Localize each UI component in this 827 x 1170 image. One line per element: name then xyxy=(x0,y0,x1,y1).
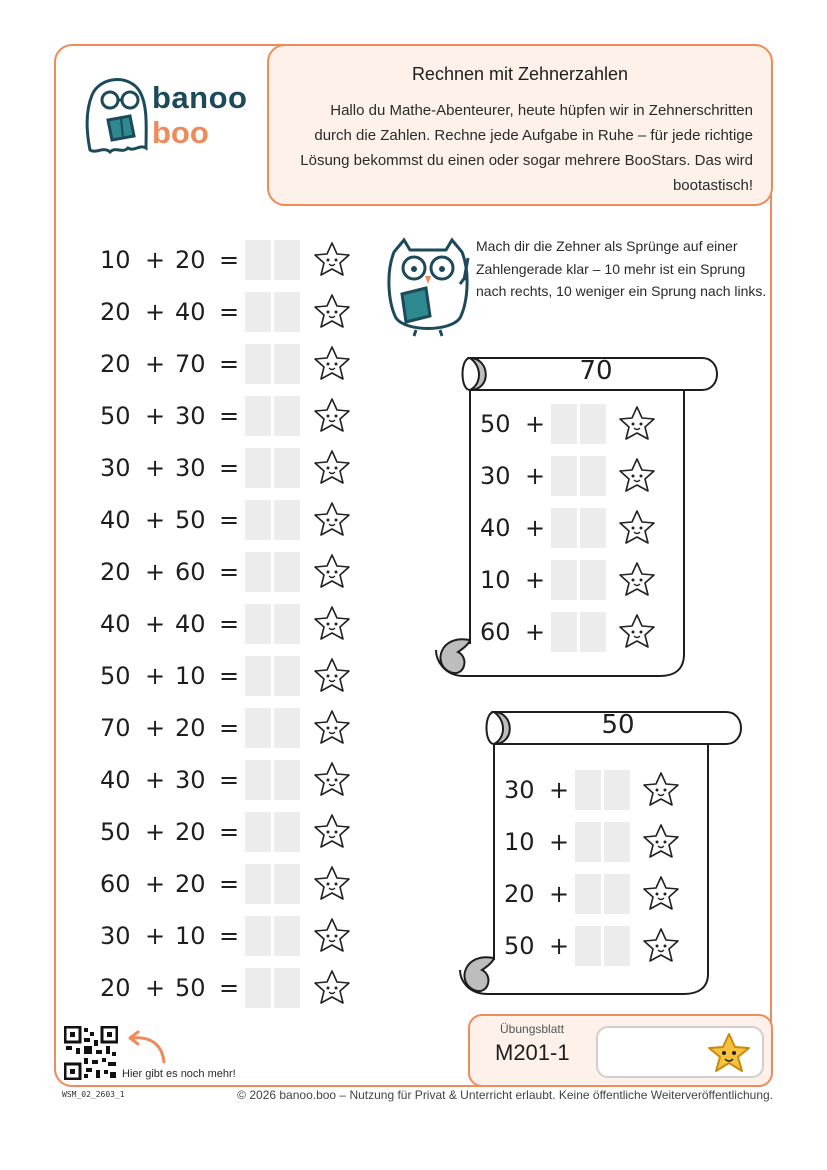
scroll-equation-row xyxy=(504,770,694,810)
equation-row xyxy=(100,344,360,384)
answer-digit-box[interactable] xyxy=(274,500,300,540)
equals-sign: = xyxy=(219,610,240,638)
equals-sign: = xyxy=(219,558,240,586)
operator-plus: + xyxy=(145,922,166,950)
addend-b: 20 xyxy=(175,714,206,742)
answer-digit-box[interactable] xyxy=(604,770,630,810)
equals-sign: = xyxy=(219,506,240,534)
answer-digit-box[interactable] xyxy=(580,508,606,548)
operator-plus: + xyxy=(145,818,166,846)
answer-digit-box[interactable] xyxy=(245,500,271,540)
operator-plus: + xyxy=(145,974,166,1002)
curved-arrow-icon xyxy=(124,1030,168,1068)
equation-row xyxy=(100,240,360,280)
operator-plus: + xyxy=(549,932,570,960)
addend-a: 20 xyxy=(100,558,131,586)
star-rating-icon[interactable] xyxy=(313,241,351,279)
equation-row xyxy=(100,864,360,904)
answer-digit-box[interactable] xyxy=(551,508,577,548)
addend-a: 30 xyxy=(100,922,131,950)
equals-sign: = xyxy=(219,402,240,430)
star-rating-icon[interactable] xyxy=(313,345,351,383)
addend-a: 40 xyxy=(100,506,131,534)
sheet-id: M201-1 xyxy=(495,1040,570,1065)
operator-plus: + xyxy=(525,462,546,490)
addend-b: 50 xyxy=(175,974,206,1002)
result-field[interactable] xyxy=(596,1026,764,1078)
equals-sign: = xyxy=(219,974,240,1002)
operator-plus: + xyxy=(549,880,570,908)
star-rating-icon[interactable] xyxy=(642,875,680,913)
gold-star-icon xyxy=(706,1032,752,1074)
addend-a: 20 xyxy=(100,298,131,326)
equals-sign: = xyxy=(219,246,240,274)
addend-a: 60 xyxy=(480,618,511,646)
logo-word-banoo: banoo xyxy=(152,80,248,115)
hint-text: Mach dir die Zehner als Sprünge auf einer Zahlengerade klar – 10 mehr ist ein Sprung nach rechts, 10 weniger ein Sprung nach links. xyxy=(476,238,767,299)
operator-plus: + xyxy=(145,246,166,274)
addend-a: 50 xyxy=(100,402,131,430)
addend-b: 70 xyxy=(175,350,206,378)
answer-digit-box[interactable] xyxy=(274,708,300,748)
answer-digit-box[interactable] xyxy=(575,770,601,810)
scroll-equation-row xyxy=(480,612,670,652)
equals-sign: = xyxy=(219,662,240,690)
answer-digit-box[interactable] xyxy=(274,552,300,592)
answer-digit-box[interactable] xyxy=(245,708,271,748)
answer-digit-box[interactable] xyxy=(274,292,300,332)
qr-caption: Hier gibt es noch mehr! xyxy=(122,1068,236,1080)
star-rating-icon[interactable] xyxy=(313,917,351,955)
equals-sign: = xyxy=(219,922,240,950)
header-panel xyxy=(267,44,773,206)
qr-code-icon[interactable] xyxy=(64,1026,118,1080)
equation-row xyxy=(100,604,360,644)
logo-word-boo: boo xyxy=(152,115,209,150)
answer-digit-box[interactable] xyxy=(245,656,271,696)
operator-plus: + xyxy=(145,714,166,742)
scroll-1-target: 70 xyxy=(579,356,613,386)
star-rating-icon[interactable] xyxy=(642,927,680,965)
scroll-equation-row xyxy=(504,926,694,966)
star-rating-icon[interactable] xyxy=(313,865,351,903)
equals-sign: = xyxy=(219,350,240,378)
answer-digit-box[interactable] xyxy=(274,968,300,1008)
scroll-equation-row xyxy=(504,874,694,914)
answer-digit-box[interactable] xyxy=(245,240,271,280)
operator-plus: + xyxy=(145,350,166,378)
star-rating-icon[interactable] xyxy=(313,761,351,799)
star-rating-icon[interactable] xyxy=(313,449,351,487)
star-rating-icon[interactable] xyxy=(313,501,351,539)
equation-row xyxy=(100,760,360,800)
answer-digit-box[interactable] xyxy=(245,292,271,332)
answer-digit-box[interactable] xyxy=(551,612,577,652)
addend-a: 50 xyxy=(100,818,131,846)
addend-a: 10 xyxy=(504,828,535,856)
answer-digit-box[interactable] xyxy=(245,344,271,384)
operator-plus: + xyxy=(525,410,546,438)
addend-a: 40 xyxy=(480,514,511,542)
operator-plus: + xyxy=(145,506,166,534)
star-rating-icon[interactable] xyxy=(642,771,680,809)
equation-row xyxy=(100,708,360,748)
addend-a: 70 xyxy=(100,714,131,742)
owl-teacher-icon xyxy=(380,232,476,338)
answer-digit-box[interactable] xyxy=(245,812,271,852)
answer-digit-box[interactable] xyxy=(245,396,271,436)
scroll-equation-row xyxy=(480,456,670,496)
addend-b: 20 xyxy=(175,818,206,846)
answer-digit-box[interactable] xyxy=(245,760,271,800)
answer-digit-box[interactable] xyxy=(274,240,300,280)
addend-a: 10 xyxy=(480,566,511,594)
addend-b: 40 xyxy=(175,298,206,326)
star-rating-icon[interactable] xyxy=(313,397,351,435)
operator-plus: + xyxy=(549,828,570,856)
answer-digit-box[interactable] xyxy=(551,404,577,444)
operator-plus: + xyxy=(145,610,166,638)
answer-digit-box[interactable] xyxy=(580,612,606,652)
star-rating-icon[interactable] xyxy=(618,613,656,651)
answer-digit-box[interactable] xyxy=(274,656,300,696)
equals-sign: = xyxy=(219,870,240,898)
addend-a: 50 xyxy=(504,932,535,960)
worksheet-title: Rechnen mit Zehnerzahlen xyxy=(411,64,629,84)
scroll-equation-row xyxy=(504,822,694,862)
operator-plus: + xyxy=(525,514,546,542)
addend-b: 40 xyxy=(175,610,206,638)
equals-sign: = xyxy=(219,714,240,742)
equation-row xyxy=(100,552,360,592)
addend-b: 30 xyxy=(175,766,206,794)
addend-b: 30 xyxy=(175,454,206,482)
star-rating-icon[interactable] xyxy=(642,823,680,861)
copyright-notice: © 2026 banoo.boo – Nutzung für Privat & Unterricht erlaubt. Keine öffentliche Weiterveröffentlichung. xyxy=(237,1088,773,1102)
star-rating-icon[interactable] xyxy=(313,605,351,643)
answer-digit-box[interactable] xyxy=(274,760,300,800)
answer-digit-box[interactable] xyxy=(245,448,271,488)
scroll-equation-row xyxy=(480,404,670,444)
star-rating-icon[interactable] xyxy=(618,561,656,599)
scroll-2-target: 50 xyxy=(601,710,635,740)
addend-b: 30 xyxy=(175,402,206,430)
equation-row xyxy=(100,292,360,332)
addend-a: 40 xyxy=(100,610,131,638)
answer-digit-box[interactable] xyxy=(604,926,630,966)
operator-plus: + xyxy=(145,662,166,690)
addend-a: 40 xyxy=(100,766,131,794)
operator-plus: + xyxy=(145,558,166,586)
equation-row xyxy=(100,656,360,696)
worksheet-code: WSM_02_2603_1 xyxy=(62,1090,125,1099)
addend-a: 20 xyxy=(100,974,131,1002)
star-rating-icon[interactable] xyxy=(313,969,351,1007)
operator-plus: + xyxy=(145,402,166,430)
addend-b: 10 xyxy=(175,662,206,690)
equals-sign: = xyxy=(219,454,240,482)
equation-row xyxy=(100,968,360,1008)
answer-digit-box[interactable] xyxy=(551,456,577,496)
answer-digit-box[interactable] xyxy=(274,864,300,904)
star-rating-icon[interactable] xyxy=(313,293,351,331)
equation-row xyxy=(100,500,360,540)
scroll-equation-row xyxy=(480,508,670,548)
addend-a: 20 xyxy=(100,350,131,378)
addend-b: 20 xyxy=(175,870,206,898)
addend-b: 10 xyxy=(175,922,206,950)
answer-digit-box[interactable] xyxy=(245,968,271,1008)
answer-digit-box[interactable] xyxy=(274,448,300,488)
answer-digit-box[interactable] xyxy=(245,604,271,644)
answer-digit-box[interactable] xyxy=(245,916,271,956)
star-rating-icon[interactable] xyxy=(618,509,656,547)
addend-b: 50 xyxy=(175,506,206,534)
star-rating-icon[interactable] xyxy=(313,813,351,851)
addend-a: 30 xyxy=(100,454,131,482)
equation-row xyxy=(100,916,360,956)
star-rating-icon[interactable] xyxy=(618,457,656,495)
operator-plus: + xyxy=(145,766,166,794)
addend-a: 50 xyxy=(480,410,511,438)
equation-row xyxy=(100,396,360,436)
star-rating-icon[interactable] xyxy=(313,553,351,591)
addend-b: 20 xyxy=(175,246,206,274)
star-rating-icon[interactable] xyxy=(313,709,351,747)
addend-a: 60 xyxy=(100,870,131,898)
operator-plus: + xyxy=(145,454,166,482)
star-rating-icon[interactable] xyxy=(618,405,656,443)
operator-plus: + xyxy=(549,776,570,804)
answer-digit-box[interactable] xyxy=(580,560,606,600)
answer-digit-box[interactable] xyxy=(575,874,601,914)
answer-digit-box[interactable] xyxy=(575,822,601,862)
answer-digit-box[interactable] xyxy=(274,344,300,384)
operator-plus: + xyxy=(145,298,166,326)
answer-digit-box[interactable] xyxy=(274,916,300,956)
answer-digit-box[interactable] xyxy=(604,874,630,914)
sheet-info-panel xyxy=(468,1014,773,1087)
equals-sign: = xyxy=(219,298,240,326)
equals-sign: = xyxy=(219,818,240,846)
addend-a: 20 xyxy=(504,880,535,908)
equation-row xyxy=(100,448,360,488)
ghost-mascot-icon xyxy=(80,70,152,165)
addend-b: 60 xyxy=(175,558,206,586)
answer-digit-box[interactable] xyxy=(580,456,606,496)
answer-digit-box[interactable] xyxy=(274,812,300,852)
brand-logo xyxy=(80,70,260,165)
operator-plus: + xyxy=(525,566,546,594)
equals-sign: = xyxy=(219,766,240,794)
addend-a: 30 xyxy=(504,776,535,804)
answer-digit-box[interactable] xyxy=(245,552,271,592)
answer-digit-box[interactable] xyxy=(604,822,630,862)
operator-plus: + xyxy=(525,618,546,646)
scroll-target-50 xyxy=(454,708,746,1000)
equation-row xyxy=(100,812,360,852)
operator-plus: + xyxy=(145,870,166,898)
star-rating-icon[interactable] xyxy=(313,657,351,695)
addend-a: 50 xyxy=(100,662,131,690)
scroll-equation-row xyxy=(480,560,670,600)
answer-digit-box[interactable] xyxy=(274,396,300,436)
answer-digit-box[interactable] xyxy=(580,404,606,444)
intro-text: Hallo du Mathe-Abenteurer, heute hüpfen wir in Zehnerschritten durch die Zahlen. Rechne jede Aufgabe in Ruhe – für jede richtige Lösung bekommst du einen oder sogar mehrere BooStars. Das wird bootastisch! xyxy=(300,102,753,194)
scroll-target-70 xyxy=(430,354,722,684)
answer-digit-box[interactable] xyxy=(575,926,601,966)
addend-a: 30 xyxy=(480,462,511,490)
sheet-label: Übungsblatt xyxy=(500,1022,565,1036)
answer-digit-box[interactable] xyxy=(551,560,577,600)
addend-a: 10 xyxy=(100,246,131,274)
answer-digit-box[interactable] xyxy=(274,604,300,644)
answer-digit-box[interactable] xyxy=(245,864,271,904)
